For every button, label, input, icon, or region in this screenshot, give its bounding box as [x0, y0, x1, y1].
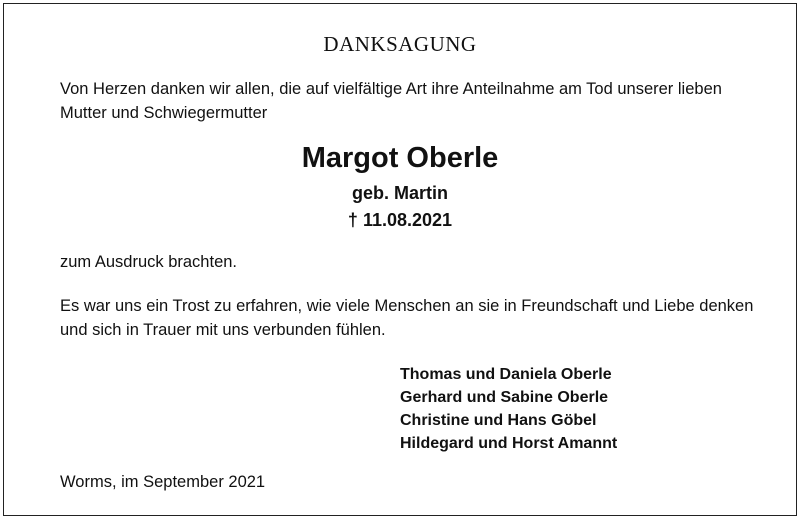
death-date-line [4, 207, 796, 233]
place-date: Worms, im September 2021 [60, 473, 266, 491]
cross-icon: † [347, 210, 358, 230]
signers-list [400, 363, 617, 455]
signer-item: Hildegard und Horst Amannt [400, 435, 618, 452]
death-date: 11.08.2021 [362, 210, 453, 230]
intro-paragraph: Von Herzen danken wir allen, die auf vielfältige Art ihre Anteilnahme am Tod unserer lieben Mutter und Schwiegermutter [60, 80, 722, 122]
deceased-name: Margot Oberle [301, 142, 499, 174]
signer-item: Thomas und Daniela Oberle [400, 366, 612, 383]
closing-phrase: zum Ausdruck brachten. [60, 253, 238, 271]
signer-item: Gerhard und Sabine Oberle [400, 389, 609, 406]
signer-item: Christine und Hans Göbel [400, 412, 597, 429]
notice-heading: DANKSAGUNG [323, 32, 477, 56]
maiden-name: geb. Martin [351, 183, 448, 203]
obituary-notice [3, 3, 797, 516]
message-paragraph: Es war uns ein Trost zu erfahren, wie viele Menschen an sie in Freundschaft und Liebe denken und sich in Trauer mit uns verbunden fühlen. [60, 297, 754, 339]
